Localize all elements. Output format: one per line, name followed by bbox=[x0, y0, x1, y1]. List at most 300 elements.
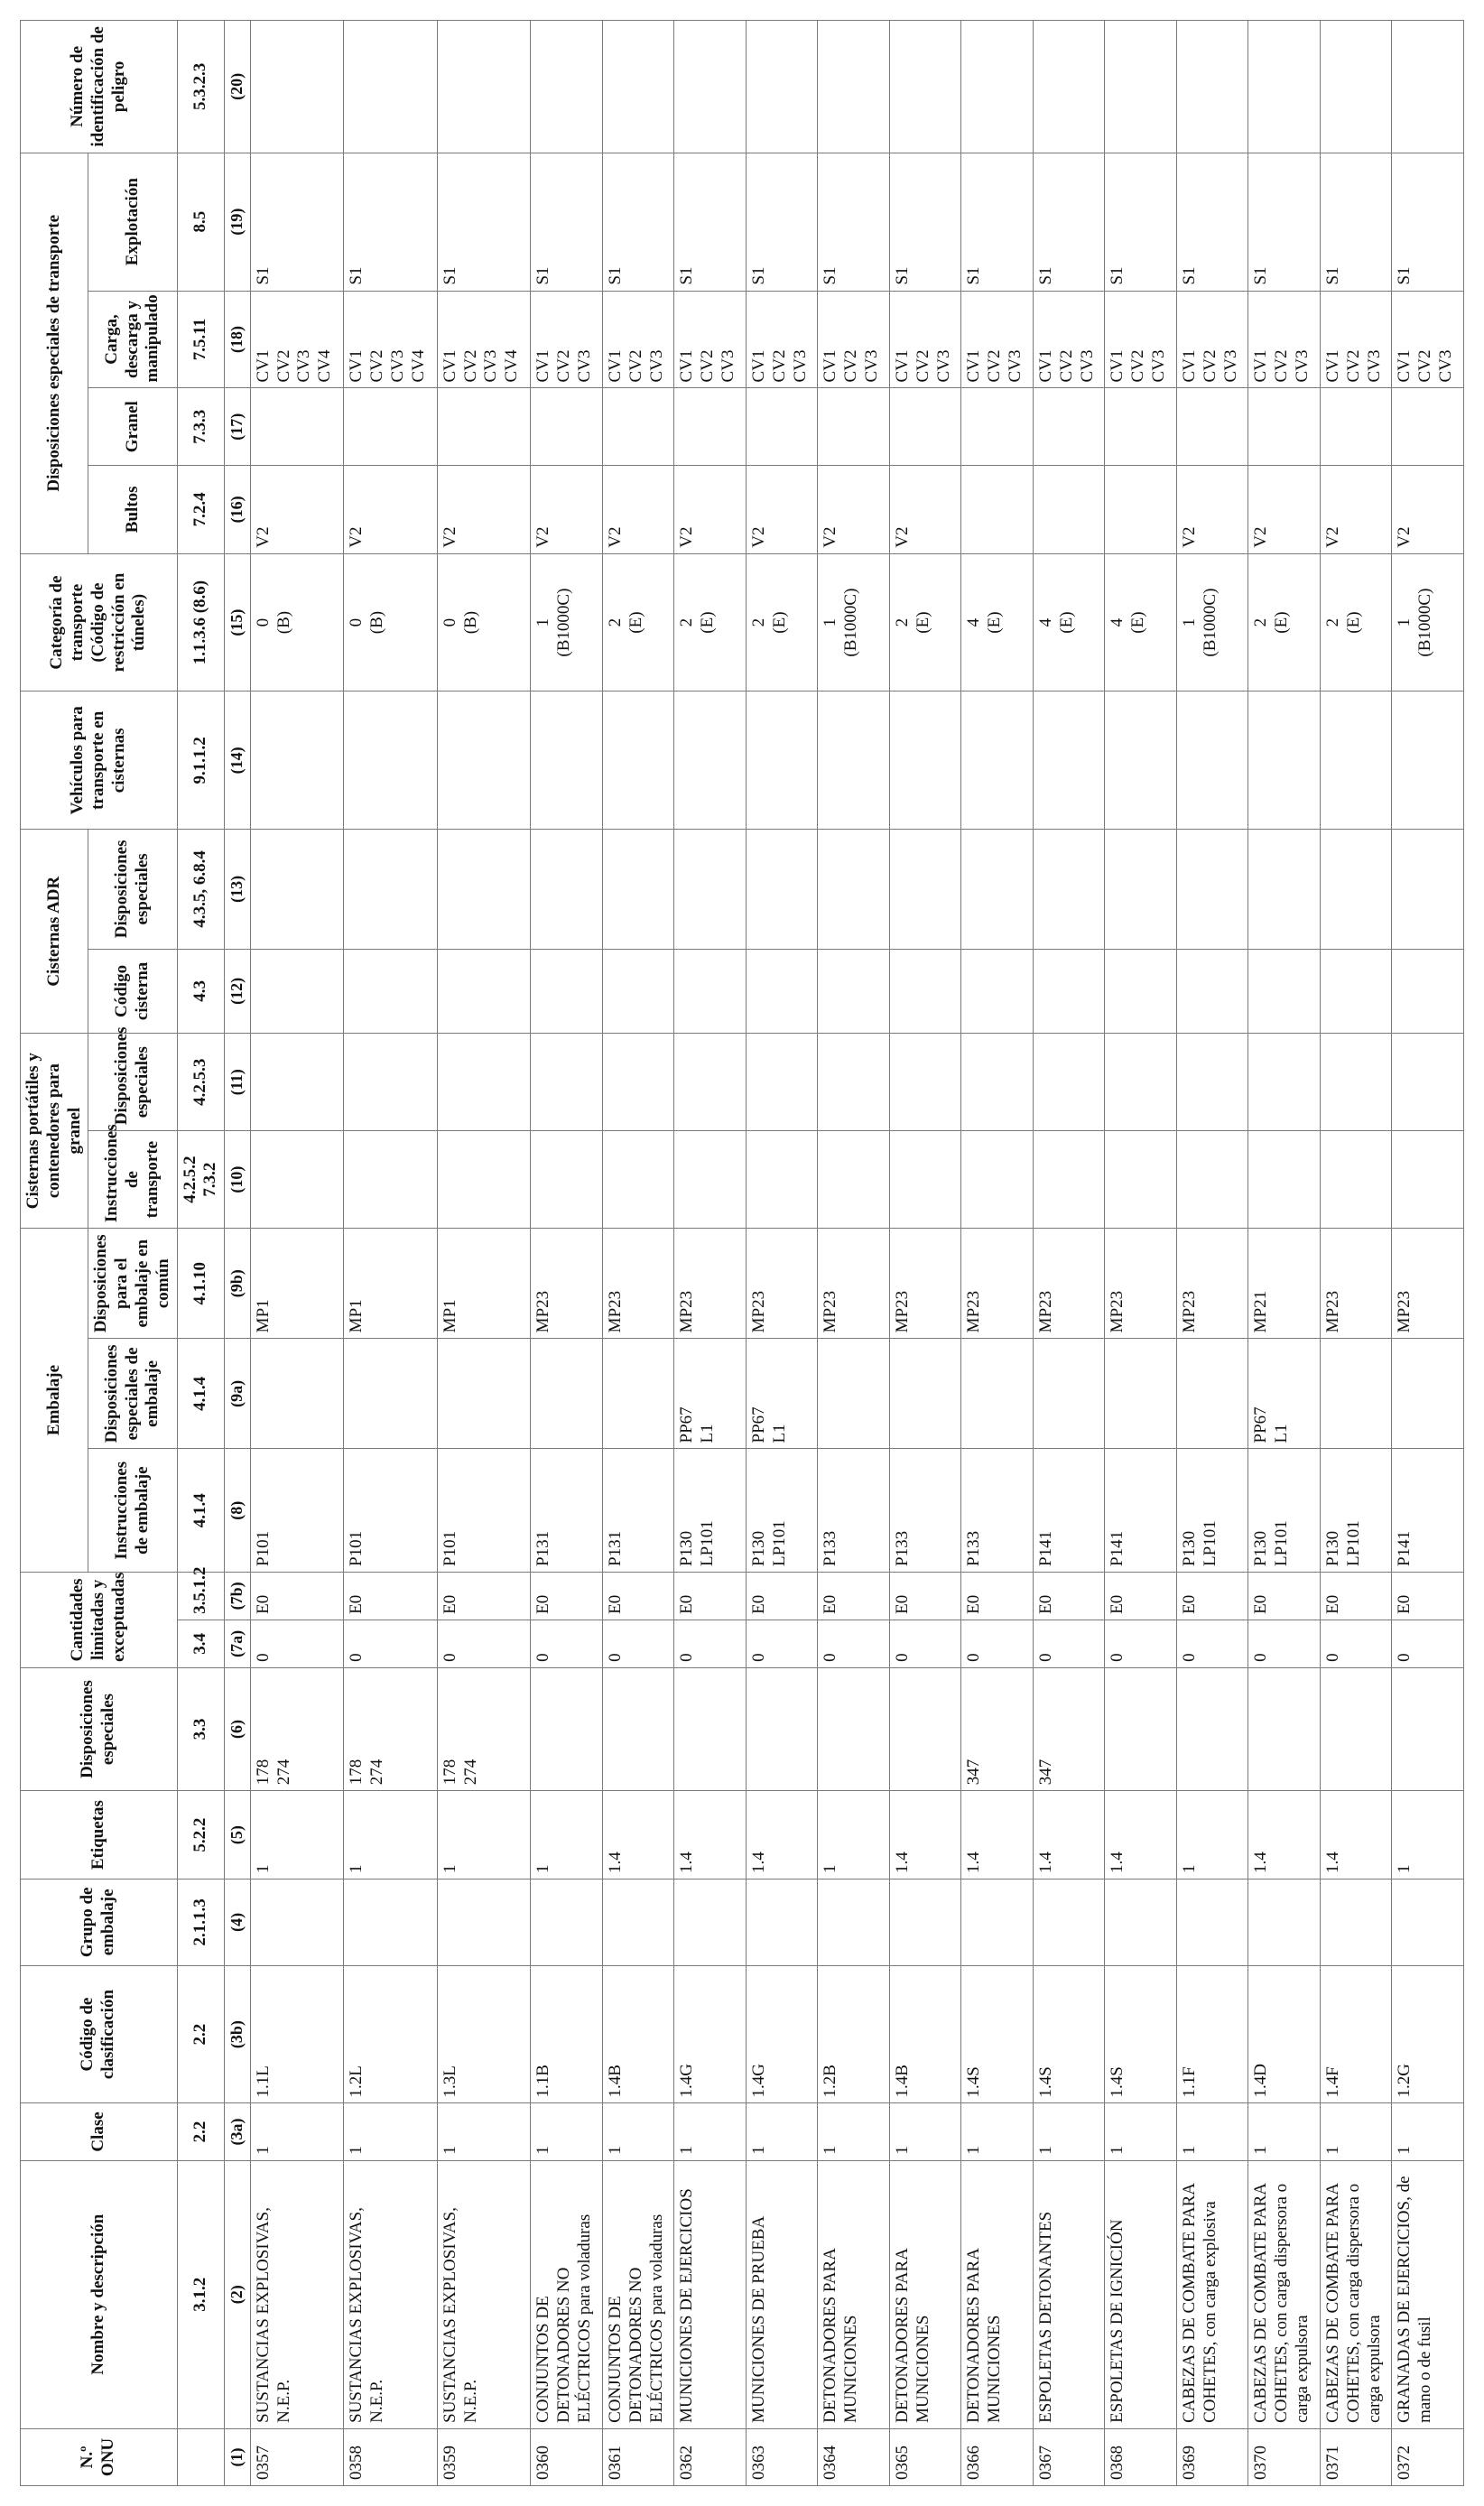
class-cell: 1 bbox=[674, 2103, 747, 2160]
class-cell: 1 bbox=[1320, 2103, 1392, 2160]
special-provisions-cell bbox=[889, 1667, 961, 1790]
col-header-packing-instructions: Instrucciones de embalaje bbox=[88, 1449, 177, 1572]
column-number-cell: (1) bbox=[225, 2428, 251, 2485]
bulk-cell bbox=[602, 388, 674, 466]
packing-instructions-cell: P133 bbox=[889, 1449, 961, 1572]
transport-category-cell: 1 (B1000C) bbox=[1392, 553, 1464, 691]
un-number-cell: 0363 bbox=[746, 2428, 818, 2485]
col-header-class: Clase bbox=[21, 2103, 178, 2160]
special-packing-cell bbox=[531, 1339, 603, 1449]
operation-cell: S1 bbox=[344, 153, 438, 291]
special-provisions-cell: 347 bbox=[961, 1667, 1034, 1790]
col-header-special-packing: Disposiciones especiales de embalaje bbox=[88, 1339, 177, 1449]
tank-code-cell bbox=[531, 949, 603, 1034]
reference-cell: 4.1.4 bbox=[177, 1339, 225, 1449]
special-packing-cell bbox=[961, 1339, 1034, 1449]
excepted-qty-cell: E0 bbox=[961, 1572, 1034, 1620]
mixed-packing-cell: MP23 bbox=[889, 1229, 961, 1339]
loading-cell: CV1 CV2 CV3 bbox=[746, 291, 818, 388]
operation-cell: S1 bbox=[602, 153, 674, 291]
tank-instructions-cell bbox=[1105, 1131, 1177, 1229]
tank-special-cell bbox=[889, 1034, 961, 1131]
column-number-cell: (9b) bbox=[225, 1229, 251, 1339]
excepted-qty-cell: E0 bbox=[818, 1572, 890, 1620]
tank-instructions-cell bbox=[1033, 1131, 1105, 1229]
hazard-id-cell bbox=[889, 21, 961, 153]
operation-cell: S1 bbox=[250, 153, 344, 291]
class-cell: 1 bbox=[437, 2103, 531, 2160]
packages-cell: V2 bbox=[1248, 465, 1321, 553]
class-code-cell: 1.4S bbox=[1105, 1965, 1177, 2103]
tank-code-cell bbox=[602, 949, 674, 1034]
reference-cell bbox=[177, 2428, 225, 2485]
column-number-cell: (14) bbox=[225, 691, 251, 830]
adr-tank-special-cell bbox=[1033, 830, 1105, 949]
table-row bbox=[250, 21, 344, 2486]
class-cell: 1 bbox=[250, 2103, 344, 2160]
special-provisions-cell: 178 274 bbox=[250, 1667, 344, 1790]
special-provisions-cell bbox=[1320, 1667, 1392, 1790]
adr-tank-special-cell bbox=[961, 830, 1034, 949]
tank-instructions-cell bbox=[746, 1131, 818, 1229]
loading-cell: CV1 CV2 CV3 CV4 bbox=[250, 291, 344, 388]
limited-qty-cell: 0 bbox=[818, 1620, 890, 1667]
labels-cell: 1 bbox=[818, 1791, 890, 1880]
col-header-packages: Bultos bbox=[88, 465, 177, 553]
transport-category-cell: 1 (B1000C) bbox=[818, 553, 890, 691]
reference-cell: 2.2 bbox=[177, 1965, 225, 2103]
packing-group-cell bbox=[531, 1880, 603, 1966]
table-row bbox=[746, 21, 818, 2486]
operation-cell: S1 bbox=[531, 153, 603, 291]
class-code-cell: 1.4G bbox=[746, 1965, 818, 2103]
column-number-cell: (20) bbox=[225, 21, 251, 153]
loading-cell: CV1 CV2 CV3 bbox=[818, 291, 890, 388]
packages-cell: V2 bbox=[1176, 465, 1248, 553]
adr-tank-special-cell bbox=[1105, 830, 1177, 949]
transport-category-cell: 1 (B1000C) bbox=[1176, 553, 1248, 691]
name-cell: DETONADORES PARA MUNICIONES bbox=[889, 2160, 961, 2428]
un-number-cell: 0367 bbox=[1033, 2428, 1105, 2485]
packing-group-cell bbox=[1392, 1880, 1464, 1966]
bulk-cell bbox=[889, 388, 961, 466]
reference-cell: 1.1.3.6 (8.6) bbox=[177, 553, 225, 691]
packing-instructions-cell: P130 LP101 bbox=[1248, 1449, 1321, 1572]
bulk-cell bbox=[818, 388, 890, 466]
packages-cell: V2 bbox=[602, 465, 674, 553]
packing-group-cell bbox=[602, 1880, 674, 1966]
excepted-qty-cell: E0 bbox=[531, 1572, 603, 1620]
un-number-cell: 0362 bbox=[674, 2428, 747, 2485]
labels-cell: 1.4 bbox=[889, 1791, 961, 1880]
col-header-tank-code: Código cisterna bbox=[88, 949, 177, 1034]
hazard-id-cell bbox=[250, 21, 344, 153]
special-packing-cell: PP67 L1 bbox=[1248, 1339, 1321, 1449]
special-packing-cell: PP67 L1 bbox=[674, 1339, 747, 1449]
adr-tank-special-cell bbox=[344, 830, 438, 949]
excepted-qty-cell: E0 bbox=[344, 1572, 438, 1620]
labels-cell: 1.4 bbox=[1105, 1791, 1177, 1880]
column-number-cell: (3b) bbox=[225, 1965, 251, 2103]
loading-cell: CV1 CV2 CV3 bbox=[1392, 291, 1464, 388]
special-provisions-cell bbox=[531, 1667, 603, 1790]
column-number-cell: (7b) bbox=[225, 1572, 251, 1620]
packing-instructions-cell: P141 bbox=[1392, 1449, 1464, 1572]
special-provisions-cell bbox=[1105, 1667, 1177, 1790]
limited-qty-cell: 0 bbox=[602, 1620, 674, 1667]
labels-cell: 1 bbox=[437, 1791, 531, 1880]
class-cell: 1 bbox=[344, 2103, 438, 2160]
adr-tank-special-cell bbox=[602, 830, 674, 949]
loading-cell: CV1 CV2 CV3 CV4 bbox=[344, 291, 438, 388]
packing-instructions-cell: P101 bbox=[344, 1449, 438, 1572]
mixed-packing-cell: MP21 bbox=[1248, 1229, 1321, 1339]
reference-cell: 2.1.1.3 bbox=[177, 1880, 225, 1966]
tank-special-cell bbox=[1176, 1034, 1248, 1131]
special-provisions-cell: 178 274 bbox=[344, 1667, 438, 1790]
table-row bbox=[889, 21, 961, 2486]
tank-special-cell bbox=[674, 1034, 747, 1131]
reference-cell: 5.2.2 bbox=[177, 1791, 225, 1880]
packages-cell: V2 bbox=[250, 465, 344, 553]
transport-category-cell: 1 (B1000C) bbox=[531, 553, 603, 691]
special-packing-cell bbox=[1176, 1339, 1248, 1449]
limited-qty-cell: 0 bbox=[250, 1620, 344, 1667]
adr-tank-special-cell bbox=[818, 830, 890, 949]
bulk-cell bbox=[1176, 388, 1248, 466]
packages-cell: V2 bbox=[1320, 465, 1392, 553]
tank-special-cell bbox=[746, 1034, 818, 1131]
packing-group-cell bbox=[344, 1880, 438, 1966]
vehicle-cell bbox=[1105, 691, 1177, 830]
hazard-id-cell bbox=[602, 21, 674, 153]
col-header-vehicle: Vehículos para transporte en cisternas bbox=[21, 691, 178, 830]
tank-code-cell bbox=[1176, 949, 1248, 1034]
tank-special-cell bbox=[437, 1034, 531, 1131]
loading-cell: CV1 CV2 CV3 bbox=[961, 291, 1034, 388]
special-provisions-cell bbox=[1248, 1667, 1321, 1790]
tank-code-cell bbox=[1248, 949, 1321, 1034]
packing-group-cell bbox=[437, 1880, 531, 1966]
reference-cell: 8.5 bbox=[177, 153, 225, 291]
name-cell: ESPOLETAS DE IGNICIÓN bbox=[1105, 2160, 1177, 2428]
transport-category-cell: 4 (E) bbox=[1105, 553, 1177, 691]
loading-cell: CV1 CV2 CV3 bbox=[531, 291, 603, 388]
special-packing-cell bbox=[344, 1339, 438, 1449]
reference-row bbox=[177, 21, 225, 2486]
vehicle-cell bbox=[531, 691, 603, 830]
column-number-cell: (3a) bbox=[225, 2103, 251, 2160]
special-provisions-cell bbox=[602, 1667, 674, 1790]
column-number-cell: (17) bbox=[225, 388, 251, 466]
transport-category-cell: 0 (B) bbox=[344, 553, 438, 691]
tank-special-cell bbox=[602, 1034, 674, 1131]
labels-cell: 1.4 bbox=[746, 1791, 818, 1880]
column-number-row bbox=[225, 21, 251, 2486]
bulk-cell bbox=[674, 388, 747, 466]
bulk-cell bbox=[961, 388, 1034, 466]
class-cell: 1 bbox=[531, 2103, 603, 2160]
loading-cell: CV1 CV2 CV3 bbox=[602, 291, 674, 388]
packing-group-cell bbox=[818, 1880, 890, 1966]
group-header-transport-special: Disposiciones especiales de transporte bbox=[21, 153, 88, 553]
excepted-qty-cell: E0 bbox=[889, 1572, 961, 1620]
mixed-packing-cell: MP1 bbox=[250, 1229, 344, 1339]
packing-instructions-cell: P130 LP101 bbox=[746, 1449, 818, 1572]
table-row bbox=[1392, 21, 1464, 2486]
un-number-cell: 0365 bbox=[889, 2428, 961, 2485]
limited-qty-cell: 0 bbox=[889, 1620, 961, 1667]
class-cell: 1 bbox=[889, 2103, 961, 2160]
tank-special-cell bbox=[1105, 1034, 1177, 1131]
hazard-id-cell bbox=[531, 21, 603, 153]
mixed-packing-cell: MP1 bbox=[437, 1229, 531, 1339]
hazard-id-cell bbox=[344, 21, 438, 153]
column-number-cell: (18) bbox=[225, 291, 251, 388]
labels-cell: 1.4 bbox=[1033, 1791, 1105, 1880]
tank-special-cell bbox=[250, 1034, 344, 1131]
mixed-packing-cell: MP23 bbox=[1392, 1229, 1464, 1339]
vehicle-cell bbox=[674, 691, 747, 830]
class-code-cell: 1.4S bbox=[961, 1965, 1034, 2103]
packing-instructions-cell: P101 bbox=[250, 1449, 344, 1572]
special-provisions-cell bbox=[674, 1667, 747, 1790]
tank-instructions-cell bbox=[437, 1131, 531, 1229]
special-packing-cell bbox=[1105, 1339, 1177, 1449]
transport-category-cell: 2 (E) bbox=[602, 553, 674, 691]
name-cell: MUNICIONES DE PRUEBA bbox=[746, 2160, 818, 2428]
class-code-cell: 1.2L bbox=[344, 1965, 438, 2103]
class-code-cell: 1.1F bbox=[1176, 1965, 1248, 2103]
tank-instructions-cell bbox=[889, 1131, 961, 1229]
hazard-id-cell bbox=[1033, 21, 1105, 153]
bulk-cell bbox=[1105, 388, 1177, 466]
col-header-un: N.º ONU bbox=[21, 2428, 178, 2485]
packing-instructions-cell: P141 bbox=[1105, 1449, 1177, 1572]
name-cell: ESPOLETAS DETONANTES bbox=[1033, 2160, 1105, 2428]
limited-qty-cell: 0 bbox=[1248, 1620, 1321, 1667]
reference-cell: 3.4 bbox=[177, 1620, 225, 1667]
vehicle-cell bbox=[250, 691, 344, 830]
tank-special-cell bbox=[344, 1034, 438, 1131]
labels-cell: 1.4 bbox=[1248, 1791, 1321, 1880]
name-cell: SUSTANCIAS EXPLOSIVAS, N.E.P. bbox=[344, 2160, 438, 2428]
bulk-cell bbox=[746, 388, 818, 466]
table-row bbox=[1033, 21, 1105, 2486]
packing-instructions-cell: P130 LP101 bbox=[1320, 1449, 1392, 1572]
packages-cell bbox=[961, 465, 1034, 553]
special-packing-cell bbox=[818, 1339, 890, 1449]
tank-instructions-cell bbox=[1176, 1131, 1248, 1229]
class-code-cell: 1.4G bbox=[674, 1965, 747, 2103]
tank-instructions-cell bbox=[1392, 1131, 1464, 1229]
operation-cell: S1 bbox=[961, 153, 1034, 291]
class-code-cell: 1.4B bbox=[602, 1965, 674, 2103]
un-number-cell: 0359 bbox=[437, 2428, 531, 2485]
operation-cell: S1 bbox=[1392, 153, 1464, 291]
special-provisions-cell bbox=[1392, 1667, 1464, 1790]
special-provisions-cell bbox=[746, 1667, 818, 1790]
class-cell: 1 bbox=[961, 2103, 1034, 2160]
packages-cell: V2 bbox=[818, 465, 890, 553]
bulk-cell bbox=[344, 388, 438, 466]
operation-cell: S1 bbox=[818, 153, 890, 291]
hazard-id-cell bbox=[1320, 21, 1392, 153]
tank-code-cell bbox=[1320, 949, 1392, 1034]
excepted-qty-cell: E0 bbox=[437, 1572, 531, 1620]
col-header-mixed-packing: Disposiciones para el embalaje en común bbox=[88, 1229, 177, 1339]
name-cell: DETONADORES PARA MUNICIONES bbox=[961, 2160, 1034, 2428]
labels-cell: 1.4 bbox=[961, 1791, 1034, 1880]
transport-category-cell: 2 (E) bbox=[674, 553, 747, 691]
tank-special-cell bbox=[531, 1034, 603, 1131]
col-header-adr-tank-special: Disposiciones especiales bbox=[88, 830, 177, 949]
column-number-cell: (19) bbox=[225, 153, 251, 291]
header-row-1 bbox=[21, 21, 88, 2486]
vehicle-cell bbox=[889, 691, 961, 830]
operation-cell: S1 bbox=[1033, 153, 1105, 291]
labels-cell: 1.4 bbox=[602, 1791, 674, 1880]
reference-cell: 5.3.2.3 bbox=[177, 21, 225, 153]
tank-instructions-cell bbox=[531, 1131, 603, 1229]
name-cell: MUNICIONES DE EJERCICIOS bbox=[674, 2160, 747, 2428]
tank-instructions-cell bbox=[250, 1131, 344, 1229]
reference-cell: 2.2 bbox=[177, 2103, 225, 2160]
name-cell: CABEZAS DE COMBATE PARA COHETES, con carga dispersora o carga expulsora bbox=[1320, 2160, 1392, 2428]
special-packing-cell bbox=[1320, 1339, 1392, 1449]
packages-cell: V2 bbox=[531, 465, 603, 553]
reference-cell: 4.2.5.3 bbox=[177, 1034, 225, 1131]
class-code-cell: 1.2G bbox=[1392, 1965, 1464, 2103]
limited-qty-cell: 0 bbox=[746, 1620, 818, 1667]
limited-qty-cell: 0 bbox=[1033, 1620, 1105, 1667]
operation-cell: S1 bbox=[674, 153, 747, 291]
class-code-cell: 1.2B bbox=[818, 1965, 890, 2103]
col-header-transport-category: Categoría de transporte (Código de restricción en túneles) bbox=[21, 553, 178, 691]
special-packing-cell bbox=[1033, 1339, 1105, 1449]
tank-code-cell bbox=[746, 949, 818, 1034]
limited-qty-cell: 0 bbox=[1392, 1620, 1464, 1667]
reference-cell: 7.2.4 bbox=[177, 465, 225, 553]
excepted-qty-cell: E0 bbox=[746, 1572, 818, 1620]
class-cell: 1 bbox=[1176, 2103, 1248, 2160]
col-header-hazard-id: Número de identificación de peligro bbox=[21, 21, 178, 153]
tank-instructions-cell bbox=[961, 1131, 1034, 1229]
reference-cell: 3.1.2 bbox=[177, 2160, 225, 2428]
un-number-cell: 0371 bbox=[1320, 2428, 1392, 2485]
class-code-cell: 1.3L bbox=[437, 1965, 531, 2103]
excepted-qty-cell: E0 bbox=[1248, 1572, 1321, 1620]
un-number-cell: 0366 bbox=[961, 2428, 1034, 2485]
loading-cell: CV1 CV2 CV3 bbox=[1320, 291, 1392, 388]
packing-instructions-cell: P141 bbox=[1033, 1449, 1105, 1572]
adr-tank-special-cell bbox=[250, 830, 344, 949]
vehicle-cell bbox=[437, 691, 531, 830]
table-row bbox=[674, 21, 747, 2486]
vehicle-cell bbox=[961, 691, 1034, 830]
transport-category-cell: 2 (E) bbox=[1248, 553, 1321, 691]
mixed-packing-cell: MP23 bbox=[746, 1229, 818, 1339]
reference-cell: 4.3 bbox=[177, 949, 225, 1034]
packing-instructions-cell: P130 LP101 bbox=[674, 1449, 747, 1572]
name-cell: DETONADORES PARA MUNICIONES bbox=[818, 2160, 890, 2428]
packages-cell: V2 bbox=[889, 465, 961, 553]
special-provisions-cell bbox=[818, 1667, 890, 1790]
mixed-packing-cell: MP23 bbox=[1033, 1229, 1105, 1339]
table-row bbox=[437, 21, 531, 2486]
col-header-operation: Explotación bbox=[88, 153, 177, 291]
bulk-cell bbox=[531, 388, 603, 466]
packages-cell: V2 bbox=[674, 465, 747, 553]
vehicle-cell bbox=[602, 691, 674, 830]
transport-category-cell: 2 (E) bbox=[1320, 553, 1392, 691]
mixed-packing-cell: MP1 bbox=[344, 1229, 438, 1339]
vehicle-cell bbox=[1392, 691, 1464, 830]
class-cell: 1 bbox=[818, 2103, 890, 2160]
packing-group-cell bbox=[1033, 1880, 1105, 1966]
labels-cell: 1 bbox=[1392, 1791, 1464, 1880]
tank-special-cell bbox=[818, 1034, 890, 1131]
col-header-limited-quantities: Cantidades limitadas y exceptuadas bbox=[21, 1572, 178, 1667]
column-number-cell: (2) bbox=[225, 2160, 251, 2428]
mixed-packing-cell: MP23 bbox=[1320, 1229, 1392, 1339]
mixed-packing-cell: MP23 bbox=[818, 1229, 890, 1339]
tank-code-cell bbox=[1392, 949, 1464, 1034]
operation-cell: S1 bbox=[1176, 153, 1248, 291]
class-code-cell: 1.4D bbox=[1248, 1965, 1321, 2103]
reference-cell: 4.3.5, 6.8.4 bbox=[177, 830, 225, 949]
limited-qty-cell: 0 bbox=[1320, 1620, 1392, 1667]
excepted-qty-cell: E0 bbox=[602, 1572, 674, 1620]
bulk-cell bbox=[437, 388, 531, 466]
tank-instructions-cell bbox=[344, 1131, 438, 1229]
column-number-cell: (16) bbox=[225, 465, 251, 553]
packing-instructions-cell: P133 bbox=[818, 1449, 890, 1572]
class-code-cell: 1.4F bbox=[1320, 1965, 1392, 2103]
class-cell: 1 bbox=[1248, 2103, 1321, 2160]
un-number-cell: 0369 bbox=[1176, 2428, 1248, 2485]
col-header-class-code: Código de clasificación bbox=[21, 1965, 178, 2103]
reference-cell: 7.3.3 bbox=[177, 388, 225, 466]
class-code-cell: 1.1L bbox=[250, 1965, 344, 2103]
table-row bbox=[818, 21, 890, 2486]
table-body bbox=[250, 21, 1463, 2486]
packing-group-cell bbox=[1105, 1880, 1177, 1966]
tank-code-cell bbox=[250, 949, 344, 1034]
name-cell: SUSTANCIAS EXPLOSIVAS, N.E.P. bbox=[437, 2160, 531, 2428]
column-number-cell: (4) bbox=[225, 1880, 251, 1966]
adr-tank-special-cell bbox=[674, 830, 747, 949]
un-number-cell: 0357 bbox=[250, 2428, 344, 2485]
packing-group-cell bbox=[961, 1880, 1034, 1966]
limited-qty-cell: 0 bbox=[437, 1620, 531, 1667]
un-number-cell: 0370 bbox=[1248, 2428, 1321, 2485]
tank-instructions-cell bbox=[1320, 1131, 1392, 1229]
packing-group-cell bbox=[1320, 1880, 1392, 1966]
packing-group-cell bbox=[889, 1880, 961, 1966]
limited-qty-cell: 0 bbox=[1176, 1620, 1248, 1667]
hazard-id-cell bbox=[746, 21, 818, 153]
special-packing-cell bbox=[602, 1339, 674, 1449]
excepted-qty-cell: E0 bbox=[1033, 1572, 1105, 1620]
class-code-cell: 1.1B bbox=[531, 1965, 603, 2103]
hazard-id-cell bbox=[437, 21, 531, 153]
special-packing-cell bbox=[889, 1339, 961, 1449]
class-code-cell: 1.4B bbox=[889, 1965, 961, 2103]
adr-tank-special-cell bbox=[531, 830, 603, 949]
col-header-bulk: Granel bbox=[88, 388, 177, 466]
un-number-cell: 0372 bbox=[1392, 2428, 1464, 2485]
